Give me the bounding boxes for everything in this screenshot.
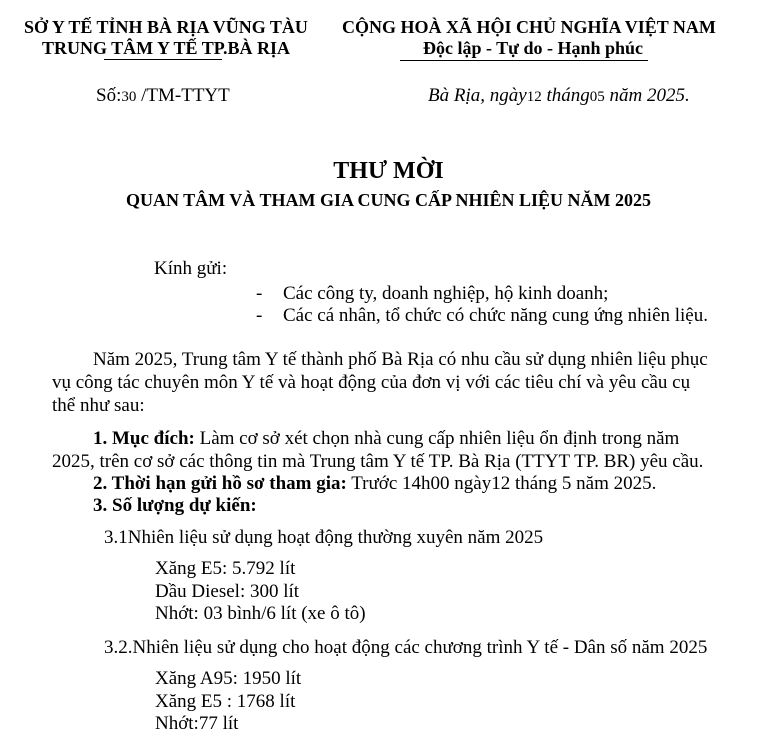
motto-underline [400, 60, 648, 61]
intro-line: vụ công tác chuyên môn Y tế và hoạt động của đơn vị với các tiêu chí và yêu cầu cụ [52, 372, 691, 393]
section-quantity-label: 3. Số lượng dự kiến: [93, 495, 257, 516]
fuel-item: Xăng E5: 5.792 lít [155, 558, 296, 579]
section-purpose-text-cont: 2025, trên cơ sở các thông tin mà Trung tâm Y tế TP. Bà Rịa (TTYT TP. BR) yêu cầu. [52, 451, 704, 472]
date-day: 12 [526, 89, 542, 105]
national-motto: Độc lập - Tự do - Hạnh phúc [423, 38, 644, 58]
number-prefix: Số: [96, 85, 122, 106]
recipient-item: Các công ty, doanh nghiệp, hộ kinh doanh; [283, 283, 609, 304]
document-title: THƯ MỜI [333, 158, 444, 184]
document-subtitle: QUAN TÂM VÀ THAM GIA CUNG CẤP NHIÊN LIỆU NĂM 2025 [125, 190, 652, 210]
unit-underline [104, 59, 222, 60]
intro-line: thể như sau: [52, 395, 145, 416]
subsection-regular-title: 3.1Nhiên liệu sử dụng hoạt động thường xuyên năm 2025 [104, 527, 544, 548]
agency-name: SỞ Y TẾ TỈNH BÀ RỊA VŨNG TÀU [24, 17, 308, 37]
section-deadline [93, 473, 656, 495]
section-purpose-label: 1. Mục đích: [93, 428, 195, 449]
fuel-item: Dầu Diesel: 300 lít [155, 581, 300, 602]
section-deadline-label: 2. Thời hạn gửi hồ sơ tham gia: [93, 473, 347, 494]
date-suffix: năm 2025. [604, 85, 690, 106]
date-month: 05 [589, 89, 605, 105]
recipient-bullet: - [256, 305, 263, 326]
document-number [96, 85, 230, 107]
fuel-item: Nhớt:77 lít [155, 713, 239, 734]
section-purpose-text: Làm cơ sở xét chọn nhà cung cấp nhiên liệu ổn định trong năm [194, 428, 680, 449]
fuel-item: Xăng E5 : 1768 lít [155, 691, 296, 712]
unit-name: TRUNG TÂM Y TẾ TP.BÀ RỊA [42, 38, 291, 58]
section-deadline-text: Trước 14h00 ngày12 tháng 5 năm 2025. [346, 473, 657, 494]
fuel-item: Xăng A95: 1950 lít [155, 668, 302, 689]
intro-line: Năm 2025, Trung tâm Y tế thành phố Bà Rịa có nhu cầu sử dụng nhiên liệu phục [93, 349, 708, 370]
recipient-item: Các cá nhân, tổ chức có chức năng cung ứng nhiên liệu. [283, 305, 708, 326]
number-value: 30 [121, 89, 137, 105]
date-prefix: Bà Rịa, ngày [428, 85, 527, 106]
section-purpose [93, 428, 679, 450]
recipient-bullet: - [256, 283, 263, 304]
recipients-label: Kính gửi: [154, 258, 228, 279]
national-title: CỘNG HOÀ XÃ HỘI CHỦ NGHĨA VIỆT NAM [342, 17, 716, 37]
number-suffix: /TM-TTYT [136, 85, 230, 106]
document-date [428, 85, 690, 107]
fuel-item: Nhớt: 03 bình/6 lít (xe ô tô) [155, 603, 366, 624]
date-mid: tháng [541, 85, 590, 106]
subsection-programs-title: 3.2.Nhiên liệu sử dụng cho hoạt động các chương trình Y tế - Dân số năm 2025 [104, 637, 708, 658]
